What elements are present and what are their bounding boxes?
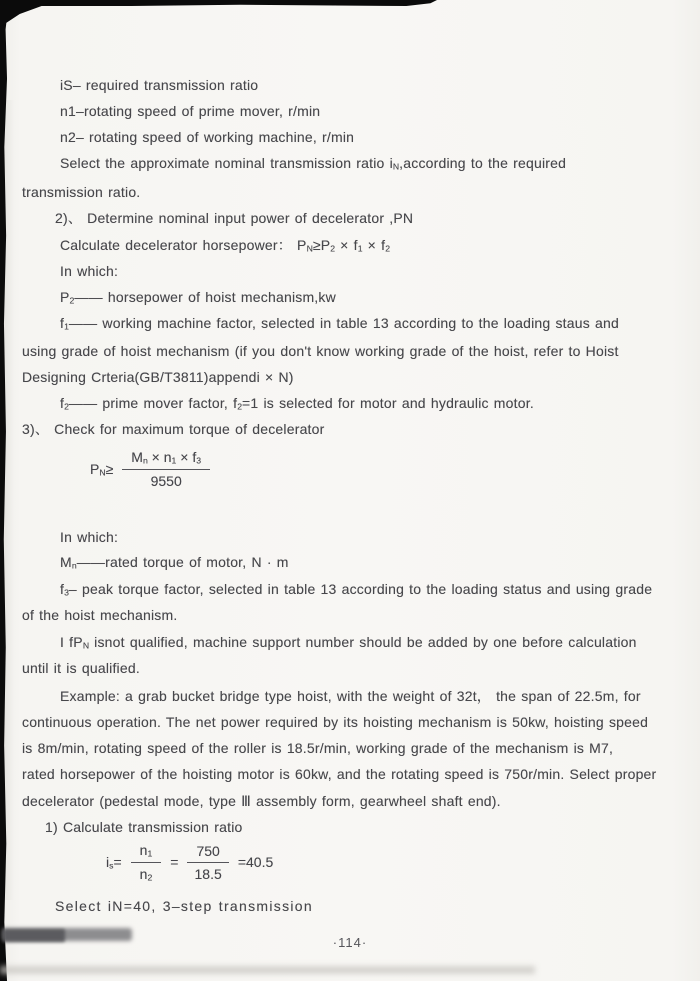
fraction-denominator: $n_2$ bbox=[139, 865, 153, 883]
text-line: rated horsepower of the hoisting motor is 60kw, and the rotating speed is 750r/min. Select proper bbox=[22, 766, 657, 782]
text-line: using grade of hoist mechanism (if you don't know working grade of the hoist, refer to Hoist bbox=[22, 343, 619, 359]
fraction-numerator: $M_n \times n_1 \times f_3$ bbox=[122, 449, 210, 470]
text-line: I $fP_N$ isnot qualified, machine support number should be added by one before calculation bbox=[60, 634, 637, 651]
text-line: of the hoist mechanism. bbox=[22, 607, 178, 623]
text-line: $f_2——$ prime mover factor, $f_2=1$ is selected for motor and hydraulic motor. bbox=[60, 395, 534, 412]
scan-artifact-smudge-dark bbox=[3, 929, 65, 942]
text-line: $M_n——rated$ torque of motor, N · m bbox=[60, 554, 289, 571]
text-line: transmission ratio. bbox=[22, 184, 141, 200]
fraction-numerator: $n_1$ bbox=[131, 842, 162, 863]
fraction bbox=[122, 449, 210, 489]
scan-artifact-top-edge bbox=[0, 0, 437, 6]
text-line: 2)、 Determine nominal input power of decelerator ,PN bbox=[55, 210, 414, 226]
text-line: $f_3-$ peak torque factor, selected in table 13 according to the loading status and using grade bbox=[60, 581, 653, 598]
text-line: Example: a grab bucket bridge type hoist, with the weight of 32t， the span of 22.5m, for bbox=[60, 688, 641, 704]
text-line: n2– rotating speed of working machine, r/min bbox=[60, 129, 355, 145]
text-line: 1) Calculate transmission ratio bbox=[45, 819, 243, 835]
text-line: continuous operation. The net power required by its hoisting mechanism is 50kw, hoisting speed bbox=[22, 714, 649, 730]
text-line: In which: bbox=[60, 529, 119, 545]
text-line: until it is qualified. bbox=[22, 660, 140, 676]
fraction bbox=[187, 843, 228, 882]
text-line: decelerator (pedestal mode, type Ⅲ assembly form, gearwheel shaft end). bbox=[22, 793, 501, 809]
text-line: $f_1——$ working machine factor, selected in table 13 according to the loading staus and bbox=[60, 315, 619, 332]
text-line: In which: bbox=[60, 263, 119, 279]
text-line: Designing Crteria(GB/T3811)appendi × N) bbox=[22, 369, 294, 385]
text-line: iS– required transmission ratio bbox=[60, 77, 259, 93]
formula-lhs: $i_s=$ bbox=[106, 853, 122, 871]
formula-torque-check bbox=[90, 449, 210, 489]
text-line: Calculate decelerator horsepower： $P_N\ge P_2 \times f_1 \times f_2$ bbox=[60, 237, 391, 254]
fraction-denominator: 18.5 bbox=[194, 865, 222, 882]
formula-lhs: $P_N\ge$ bbox=[90, 460, 114, 478]
equals-sign: = bbox=[170, 854, 179, 871]
text-line: n1–rotating speed of prime mover, r/min bbox=[60, 103, 321, 119]
page-number: ·114· bbox=[332, 935, 368, 950]
text-line: Select the approximate nominal transmission ratio $i_N,according$ to the required bbox=[60, 155, 567, 172]
formula-result: =40.5 bbox=[237, 854, 274, 871]
formula-transmission-ratio bbox=[106, 842, 273, 882]
fraction-numerator: 750 bbox=[187, 843, 228, 863]
scan-artifact-streak-band bbox=[0, 966, 535, 974]
text-line: 3)、 Check for maximum torque of decelerator bbox=[22, 421, 325, 437]
fraction-denominator: 9550 bbox=[150, 472, 182, 489]
text-line: Select iN=40, 3–step transmission bbox=[55, 898, 313, 914]
text-line: $P_2——$ horsepower of hoist mechanism,kw bbox=[60, 289, 336, 306]
text-line: is 8m/min, rotating speed of the roller is 18.5r/min, working grade of the mechanism is M7, bbox=[22, 740, 614, 756]
fraction bbox=[131, 842, 162, 882]
